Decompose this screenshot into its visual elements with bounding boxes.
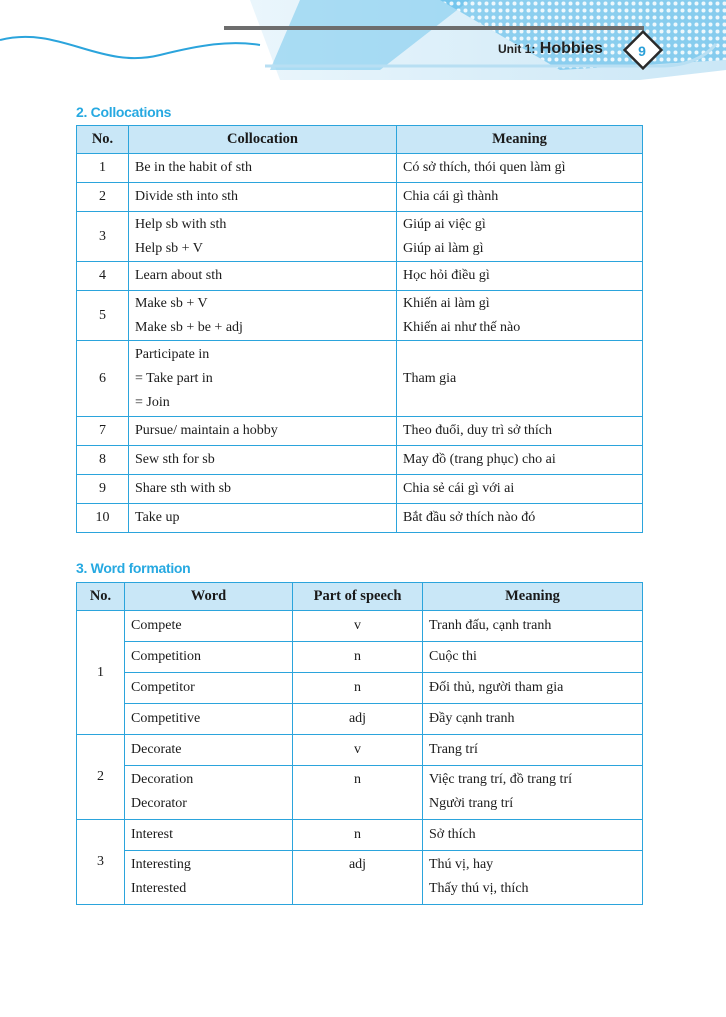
table-row — [77, 417, 643, 446]
cell-line: Decorator — [131, 796, 187, 811]
row-number: 7 — [77, 417, 129, 446]
cell-line: Có sở thích, thói quen làm gì — [403, 160, 566, 175]
table-row — [77, 642, 643, 673]
cell-line: = Join — [135, 394, 170, 410]
row-number: 3 — [77, 212, 129, 262]
row-number: 2 — [77, 183, 129, 212]
word-cell — [125, 642, 293, 673]
meaning-cell — [423, 642, 643, 673]
word-cell — [125, 851, 293, 905]
meaning-cell — [397, 262, 643, 291]
cell-line: Thú vị, hay — [429, 857, 494, 872]
word-cell — [125, 673, 293, 704]
meaning-cell — [397, 504, 643, 533]
cell-line: Share sth with sb — [135, 481, 232, 496]
cell-line: Interested — [131, 881, 187, 896]
table-header-row — [77, 126, 643, 154]
cell-line: Decoration — [131, 772, 194, 787]
table-row — [77, 183, 643, 212]
part-of-speech-cell — [293, 611, 423, 642]
table-row — [77, 611, 643, 642]
table-row — [77, 704, 643, 735]
cell-line: Chia cái gì thành — [403, 189, 499, 204]
collocations-table — [76, 125, 643, 533]
cell-line: Divide sth into sth — [135, 189, 239, 204]
word-cell — [125, 611, 293, 642]
collocation-cell — [129, 212, 397, 262]
collocation-cell — [129, 154, 397, 183]
page-header — [0, 0, 726, 95]
cell-line: v — [354, 618, 361, 633]
cell-line: Competitor — [131, 680, 195, 695]
cell-line: adj — [348, 857, 367, 872]
word-cell — [125, 704, 293, 735]
cell-line: Học hỏi điều gì — [403, 268, 490, 283]
word-formation-title: 3. Word formation — [76, 560, 191, 576]
collocation-cell — [129, 291, 397, 341]
cell-line: Decorate — [131, 742, 182, 757]
table-row — [77, 262, 643, 291]
collocation-cell — [129, 475, 397, 504]
cell-line: Sở thích — [429, 827, 476, 842]
header-decoration — [0, 0, 726, 95]
table-row — [77, 766, 643, 820]
cell-line: Competitive — [131, 711, 201, 726]
meaning-cell — [397, 212, 643, 262]
cell-line: adj — [348, 711, 367, 726]
table-row — [77, 291, 643, 341]
cell-line: Take up — [135, 510, 180, 525]
row-number: 1 — [77, 154, 129, 183]
meaning-cell — [397, 154, 643, 183]
cell-line: Help sb with sth — [135, 216, 227, 232]
collocation-cell — [129, 183, 397, 212]
table-header-row — [77, 583, 643, 611]
unit-title: Hobbies — [539, 40, 603, 57]
table-row — [77, 341, 643, 417]
cell-line: Be in the habit of sth — [135, 160, 253, 175]
cell-line: Bắt đầu sở thích nào đó — [403, 510, 536, 525]
unit-prefix: Unit 1: — [498, 42, 536, 56]
cell-line: Tham gia — [403, 370, 457, 386]
cell-line: Giúp ai việc gì — [403, 216, 486, 232]
header-no: No. — [77, 126, 129, 154]
cell-line: Interest — [131, 827, 173, 842]
meaning-cell — [423, 704, 643, 735]
part-of-speech-cell — [293, 851, 423, 905]
cell-line: n — [354, 827, 361, 842]
meaning-cell — [423, 851, 643, 905]
table-row — [77, 735, 643, 766]
header-word: Word — [125, 583, 293, 611]
row-number: 10 — [77, 504, 129, 533]
cell-line: Learn about sth — [135, 268, 223, 283]
meaning-cell — [397, 475, 643, 504]
part-of-speech-cell — [293, 766, 423, 820]
cell-line: Đối thủ, người tham gia — [429, 680, 564, 695]
meaning-cell — [397, 417, 643, 446]
meaning-cell — [423, 820, 643, 851]
cell-line: Make sb + V — [135, 295, 208, 311]
meaning-cell — [397, 291, 643, 341]
meaning-cell — [423, 673, 643, 704]
table-row — [77, 504, 643, 533]
cell-line: n — [354, 649, 361, 664]
cell-line: Thấy thú vị, thích — [429, 881, 529, 896]
cell-line: Người trang trí — [429, 796, 514, 811]
word-formation-table — [76, 582, 643, 905]
cell-line: May đồ (trang phục) cho ai — [403, 452, 556, 467]
table-row — [77, 820, 643, 851]
cell-line: Help sb + V — [135, 240, 203, 256]
part-of-speech-cell — [293, 704, 423, 735]
collocations-title: 2. Collocations — [76, 104, 172, 120]
meaning-cell — [397, 341, 643, 417]
collocation-cell — [129, 417, 397, 446]
row-number: 5 — [77, 291, 129, 341]
word-cell — [125, 820, 293, 851]
group-number: 2 — [77, 735, 125, 820]
table-row — [77, 154, 643, 183]
group-number: 1 — [77, 611, 125, 735]
cell-line: Khiến ai như thế nào — [403, 319, 521, 335]
unit-label — [498, 40, 603, 58]
row-number: 8 — [77, 446, 129, 475]
cell-line: Khiến ai làm gì — [403, 295, 490, 311]
header-meaning: Meaning — [423, 583, 643, 611]
cell-line: Competition — [131, 649, 201, 664]
cell-line: Trang trí — [429, 742, 478, 757]
cell-line: Make sb + be + adj — [135, 319, 243, 335]
table-row — [77, 475, 643, 504]
meaning-cell — [397, 183, 643, 212]
cell-line: Cuộc thi — [429, 649, 477, 664]
part-of-speech-cell — [293, 735, 423, 766]
row-number: 9 — [77, 475, 129, 504]
cell-line: Participate in — [135, 346, 210, 362]
cell-line: = Take part in — [135, 370, 213, 386]
cell-line: Compete — [131, 618, 182, 633]
collocation-cell — [129, 446, 397, 475]
group-number: 3 — [77, 820, 125, 905]
header-part-of-speech: Part of speech — [293, 583, 423, 611]
page-number: 9 — [638, 43, 646, 59]
cell-line: Interesting — [131, 857, 191, 872]
word-cell — [125, 735, 293, 766]
part-of-speech-cell — [293, 820, 423, 851]
table-row — [77, 673, 643, 704]
word-cell — [125, 766, 293, 820]
cell-line: n — [354, 680, 361, 695]
cell-line: Tranh đấu, cạnh tranh — [429, 618, 552, 633]
header-meaning: Meaning — [397, 126, 643, 154]
cell-line: Chia sẻ cái gì với ai — [403, 481, 515, 496]
cell-line: Sew sth for sb — [135, 452, 215, 467]
row-number: 6 — [77, 341, 129, 417]
meaning-cell — [423, 766, 643, 820]
cell-line: Giúp ai làm gì — [403, 240, 484, 256]
header-collocation: Collocation — [129, 126, 397, 154]
collocation-cell — [129, 262, 397, 291]
table-row — [77, 212, 643, 262]
header-no: No. — [77, 583, 125, 611]
meaning-cell — [423, 735, 643, 766]
meaning-cell — [397, 446, 643, 475]
table-row — [77, 446, 643, 475]
row-number: 4 — [77, 262, 129, 291]
cell-line: Việc trang trí, đồ trang trí — [429, 772, 573, 787]
part-of-speech-cell — [293, 642, 423, 673]
collocation-cell — [129, 341, 397, 417]
cell-line: Đầy cạnh tranh — [429, 711, 515, 726]
cell-line: Pursue/ maintain a hobby — [135, 423, 278, 438]
table-row — [77, 851, 643, 905]
meaning-cell — [423, 611, 643, 642]
cell-line: n — [354, 772, 361, 787]
cell-line: Theo đuổi, duy trì sở thích — [403, 423, 552, 438]
part-of-speech-cell — [293, 673, 423, 704]
collocation-cell — [129, 504, 397, 533]
cell-line: v — [354, 742, 361, 757]
